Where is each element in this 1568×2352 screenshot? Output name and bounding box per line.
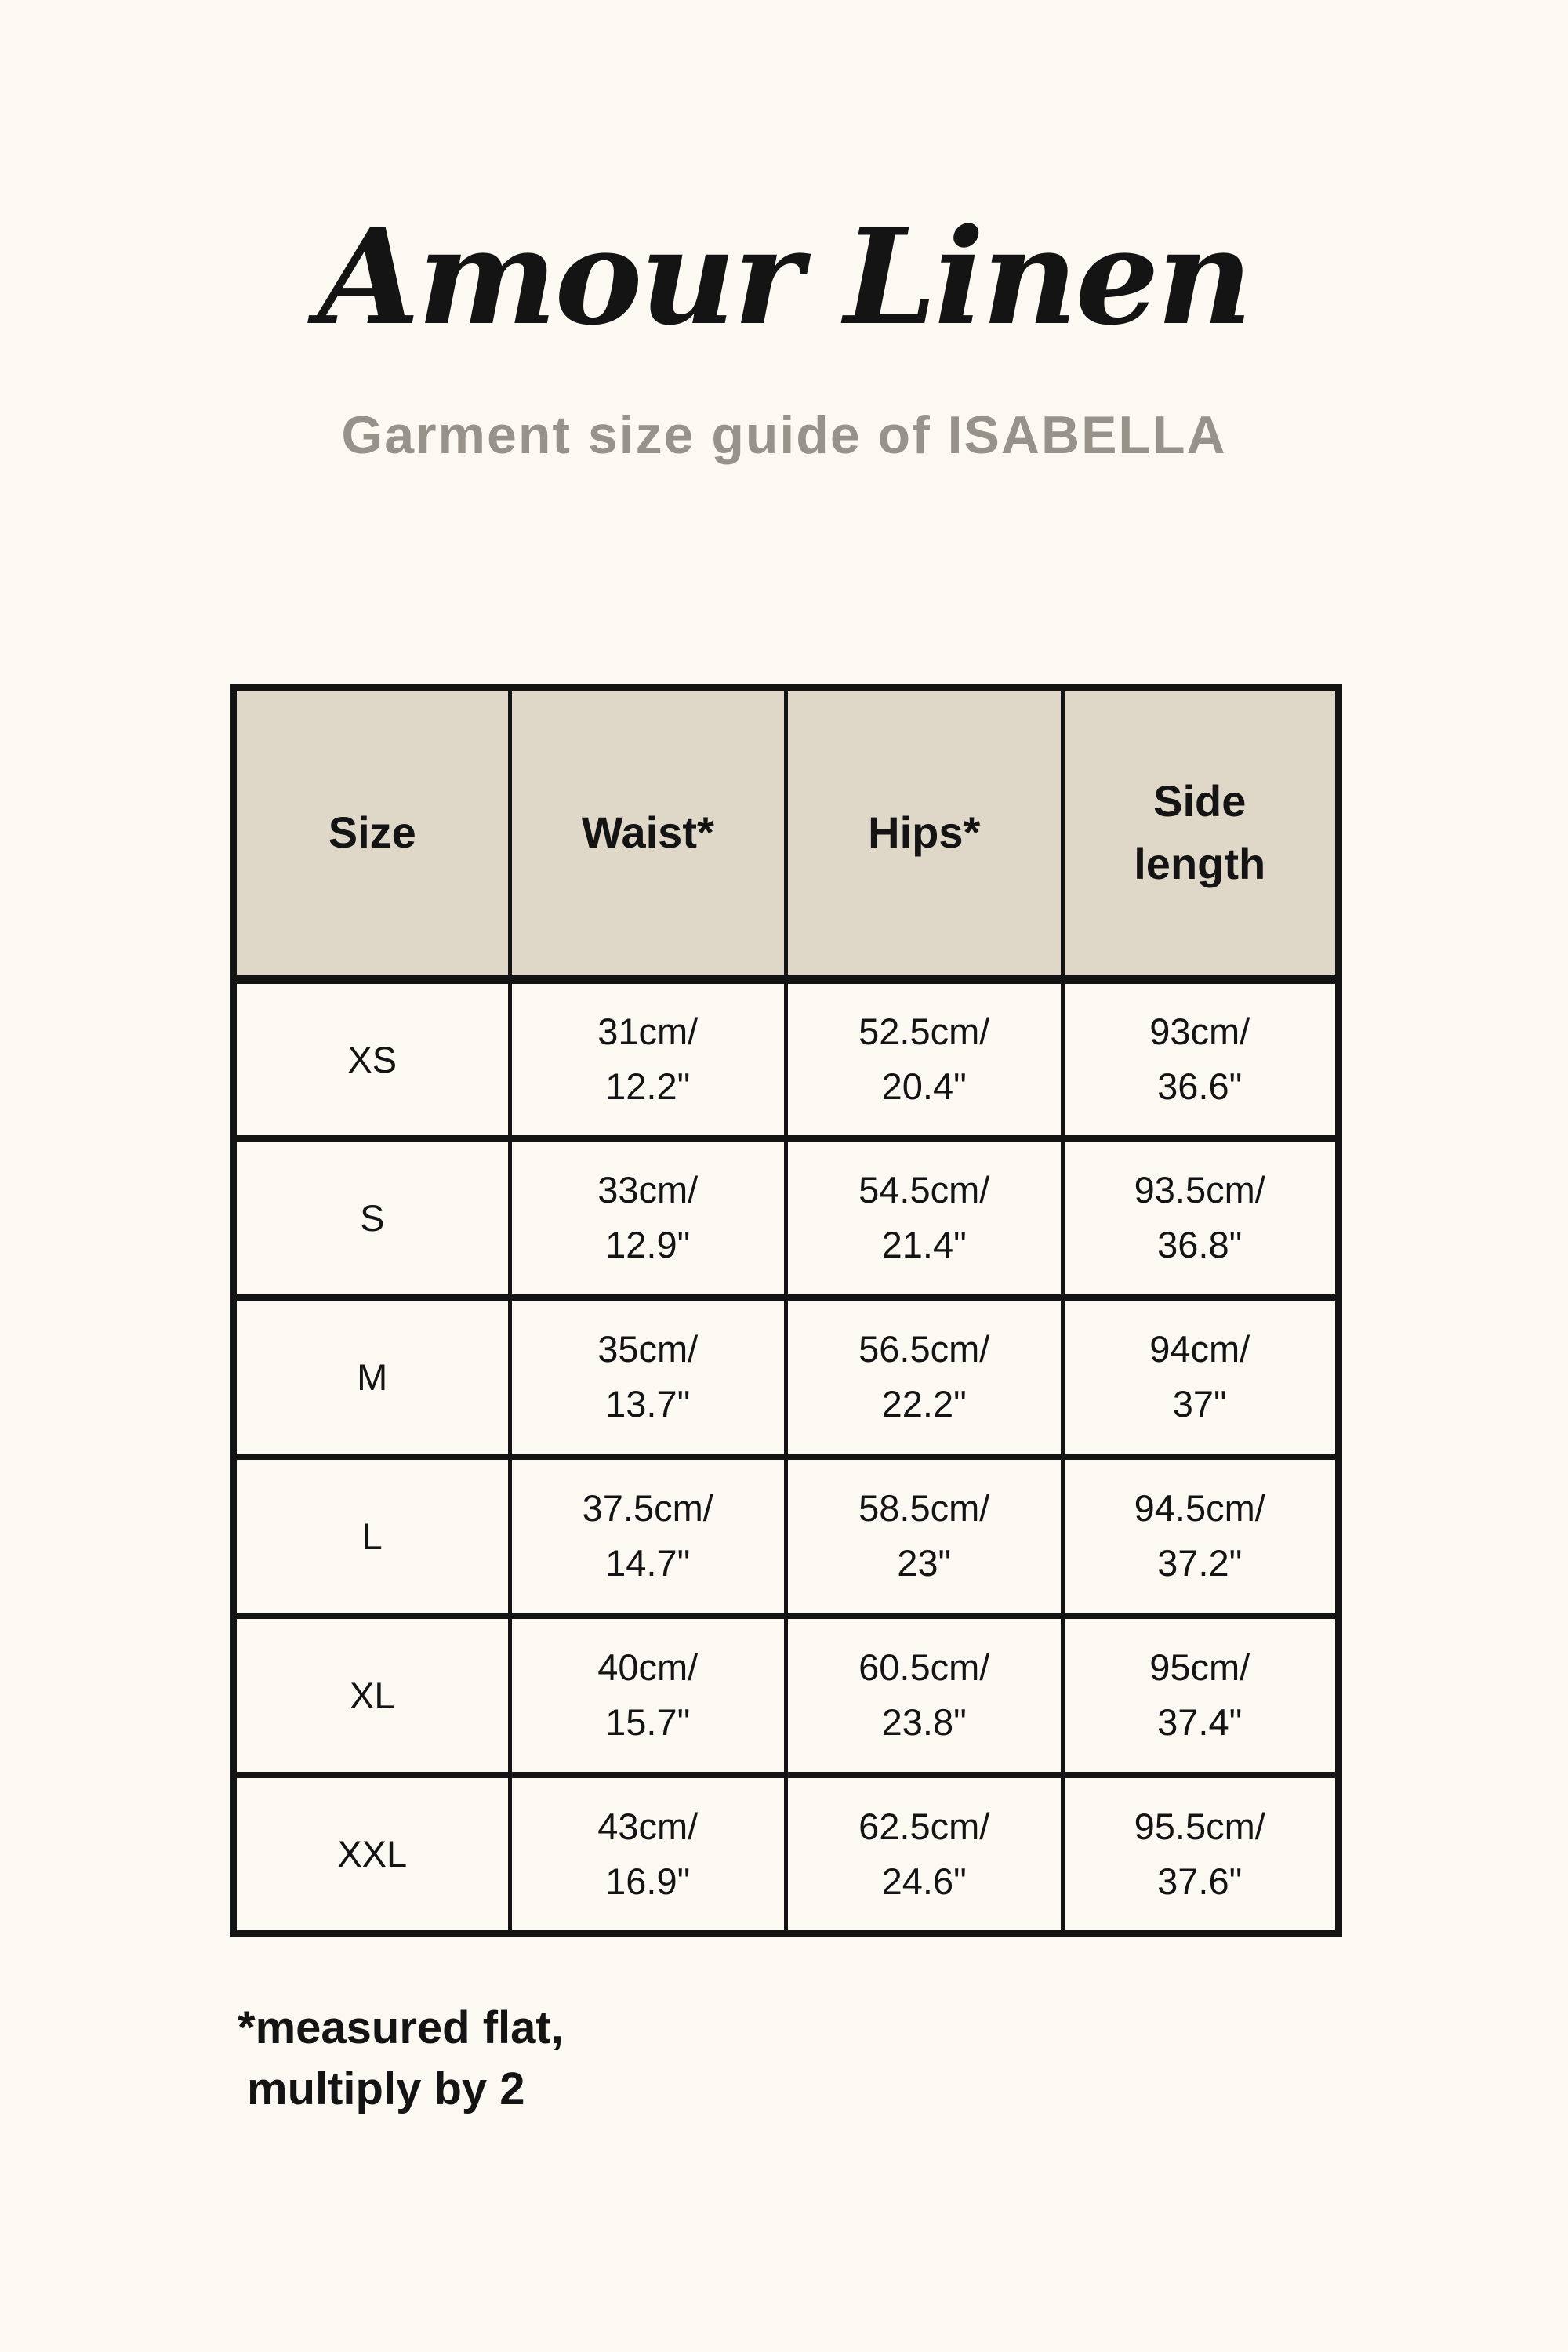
waist-value <box>510 1138 786 1298</box>
size-label: L <box>234 1457 510 1616</box>
footnote-line-2: multiply by 2 <box>247 2063 525 2114</box>
value-inch: 37.2" <box>1157 1542 1243 1584</box>
column-header-side-length: Side length <box>1062 688 1339 979</box>
value-inch: 16.9" <box>605 1860 691 1902</box>
side-length-value <box>1062 979 1339 1138</box>
page-title: Garment size guide of ISABELLA <box>341 405 1227 465</box>
value-cm: 37.5cm/ <box>582 1487 713 1529</box>
size-label: XS <box>234 979 510 1138</box>
value-inch: 37.4" <box>1157 1701 1243 1743</box>
size-label: XL <box>234 1616 510 1775</box>
table-row-m <box>234 1298 1339 1457</box>
size-label: S <box>234 1138 510 1298</box>
value-cm: 95.5cm/ <box>1134 1805 1265 1847</box>
waist-value <box>510 1457 786 1616</box>
table-row-xxl <box>234 1775 1339 1934</box>
table-row-l <box>234 1457 1339 1616</box>
value-cm: 52.5cm/ <box>858 1011 990 1052</box>
side-length-value <box>1062 1298 1339 1457</box>
brand-logo: Amour Linen <box>318 199 1250 354</box>
side-length-value <box>1062 1457 1339 1616</box>
side-length-value <box>1062 1616 1339 1775</box>
waist-value <box>510 1775 786 1934</box>
hips-value <box>786 1616 1063 1775</box>
value-inch: 20.4" <box>881 1065 967 1107</box>
footnote-line-1: *measured flat, <box>238 2002 564 2053</box>
column-header-size: Size <box>234 688 510 979</box>
value-inch: 22.2" <box>881 1383 967 1425</box>
value-cm: 40cm/ <box>597 1646 699 1688</box>
size-label: XXL <box>234 1775 510 1934</box>
value-inch: 37.6" <box>1157 1860 1243 1902</box>
value-inch: 12.9" <box>605 1224 691 1265</box>
value-cm: 56.5cm/ <box>858 1328 990 1370</box>
value-inch: 15.7" <box>605 1701 691 1743</box>
table-row-xs <box>234 979 1339 1138</box>
value-cm: 94cm/ <box>1149 1328 1250 1370</box>
hips-value <box>786 1775 1063 1934</box>
value-inch: 23" <box>897 1542 952 1584</box>
table-header-row <box>234 688 1339 979</box>
value-cm: 95cm/ <box>1149 1646 1250 1688</box>
size-label: M <box>234 1298 510 1457</box>
value-cm: 35cm/ <box>597 1328 699 1370</box>
value-inch: 23.8" <box>881 1701 967 1743</box>
side-length-value <box>1062 1138 1339 1298</box>
value-inch: 14.7" <box>605 1542 691 1584</box>
value-cm: 54.5cm/ <box>858 1169 990 1210</box>
waist-value <box>510 1298 786 1457</box>
column-header-waist: Waist* <box>510 688 786 979</box>
side-length-value <box>1062 1775 1339 1934</box>
value-inch: 21.4" <box>881 1224 967 1265</box>
value-cm: 58.5cm/ <box>858 1487 990 1529</box>
value-cm: 62.5cm/ <box>858 1805 990 1847</box>
value-cm: 60.5cm/ <box>858 1646 990 1688</box>
value-cm: 93cm/ <box>1149 1011 1250 1052</box>
waist-value <box>510 1616 786 1775</box>
size-chart-table <box>230 684 1342 1937</box>
column-header-hips: Hips* <box>786 688 1063 979</box>
waist-value <box>510 979 786 1138</box>
value-inch: 13.7" <box>605 1383 691 1425</box>
table-row-xl <box>234 1616 1339 1775</box>
value-cm: 94.5cm/ <box>1134 1487 1265 1529</box>
hips-value <box>786 1138 1063 1298</box>
value-cm: 93.5cm/ <box>1134 1169 1265 1210</box>
value-cm: 31cm/ <box>597 1011 699 1052</box>
value-inch: 24.6" <box>881 1860 967 1902</box>
hips-value <box>786 1298 1063 1457</box>
footnote <box>238 1998 564 2120</box>
table-row-s <box>234 1138 1339 1298</box>
hips-value <box>786 1457 1063 1616</box>
value-cm: 33cm/ <box>597 1169 699 1210</box>
value-inch: 36.8" <box>1157 1224 1243 1265</box>
value-cm: 43cm/ <box>597 1805 699 1847</box>
value-inch: 36.6" <box>1157 1065 1243 1107</box>
hips-value <box>786 979 1063 1138</box>
value-inch: 37" <box>1172 1383 1227 1425</box>
value-inch: 12.2" <box>605 1065 691 1107</box>
